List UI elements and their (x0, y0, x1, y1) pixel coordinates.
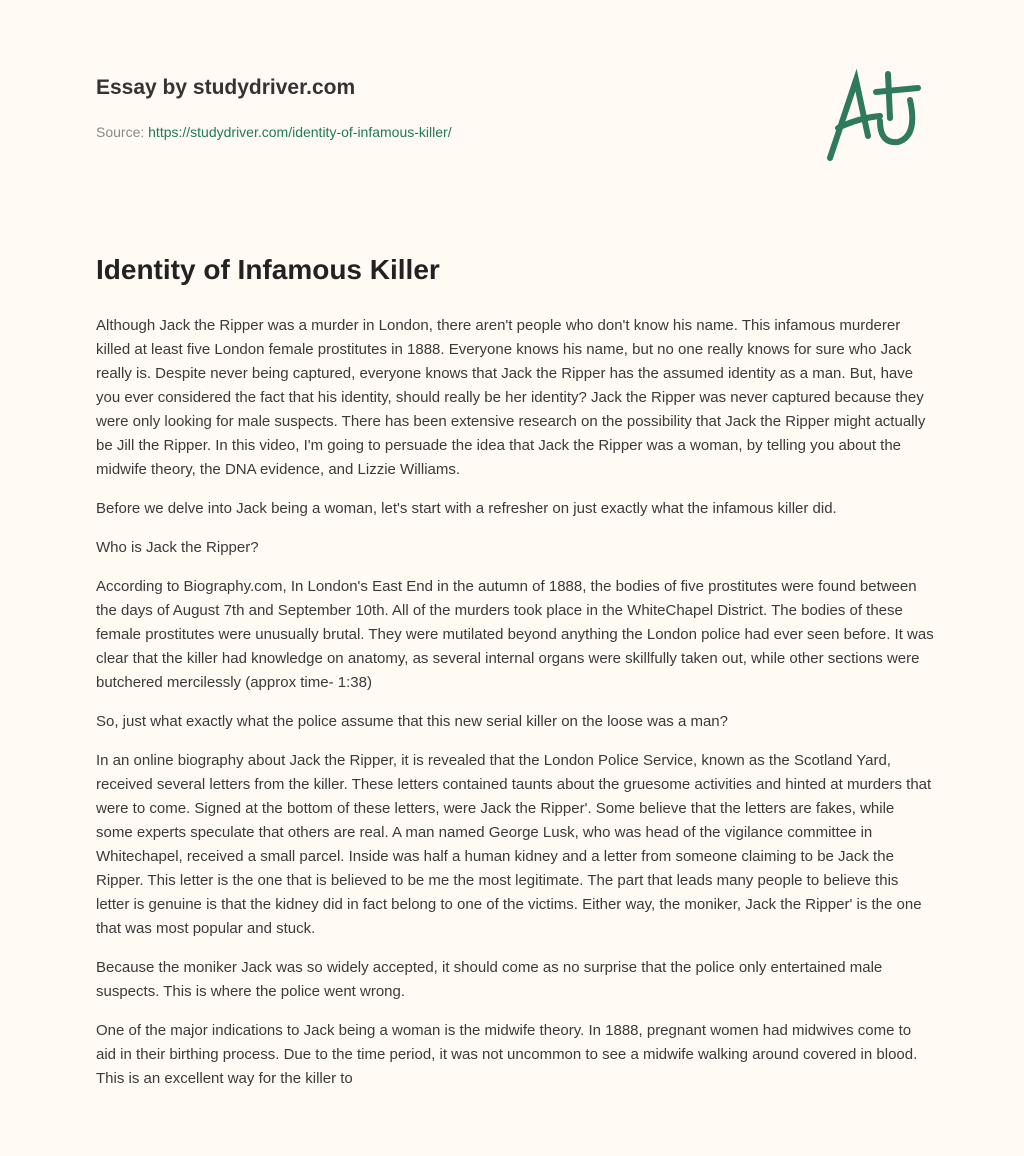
site-brand: Essay by studydriver.com (96, 76, 356, 99)
source-label: Source: (96, 124, 145, 140)
essay-body (96, 314, 934, 1106)
page-title: Identity of Infamous Killer (96, 254, 440, 285)
a-plus-logo-icon (818, 66, 928, 166)
paragraph: Because the moniker Jack was so widely accepted, it should come as no surprise that the police only entertained male suspects. This is where the police went wrong. (96, 959, 883, 1000)
paragraph: According to Biography.com, In London's East End in the autumn of 1888, the bodies of five prostitutes were found between the days of August 7th and September 10th. All of the murders took place in the WhiteChapel District. The bodies of these female prostitutes were unusually brutal. They were mutilated beyond anything the London police had ever seen before. It was clear that the killer had knowledge on anatomy, as several internal organs were skillfully taken out, while other sections were butchered mercilessly (approx time- 1:38) (96, 578, 934, 691)
paragraph: In an online biography about Jack the Ripper, it is revealed that the London Police Service, known as the Scotland Yard, received several letters from the killer. These letters contained taunts about the gruesome activities and hinted at murders that were to come. Signed at the bottom of these letters, were Jack the Ripper'. Some believe that the letters are fakes, while some experts speculate that others are real. A man named George Lusk, who was head of the vigilance committee in Whitechapel, received a small parcel. Inside was half a human kidney and a letter from someone claiming to be Jack the Ripper. This letter is the one that is believed to be me the most legitimate. The part that leads many people to believe this letter is genuine is that the kidney did in fact belong to one of the victims. Either way, the moniker, Jack the Ripper' is the one that was most popular and stuck. (96, 752, 932, 937)
paragraph: So, just what exactly what the police assume that this new serial killer on the loose was a man? (96, 713, 728, 730)
paragraph: Although Jack the Ripper was a murder in London, there aren't people who don't know his name. This infamous murderer killed at least five London female prostitutes in 1888. Everyone knows his name, but no one really knows for sure who Jack really is. Despite never being captured, everyone knows that Jack the Ripper has the assumed identity as a man. But, have you ever considered the fact that his identity, should really be her identity? Jack the Ripper was never captured because they were only looking for male suspects. There has been extensive research on the possibility that Jack the Ripper might actually be Jill the Ripper. In this video, I'm going to persuade the idea that Jack the Ripper was a woman, by telling you about the midwife theory, the DNA evidence, and Lizzie Williams. (96, 317, 926, 478)
paragraph: Before we delve into Jack being a woman, let's start with a refresher on just exactly what the infamous killer did. (96, 500, 837, 517)
paragraph: One of the major indications to Jack being a woman is the midwife theory. In 1888, pregnant women had midwives come to aid in their birthing process. Due to the time period, it was not uncommon to see a midwife walking around covered in blood. This is an excellent way for the killer to (96, 1022, 918, 1087)
source-link[interactable]: https://studydriver.com/identity-of-infamous-killer/ (148, 124, 452, 140)
paragraph: Who is Jack the Ripper? (96, 539, 259, 556)
source-line (96, 124, 452, 140)
